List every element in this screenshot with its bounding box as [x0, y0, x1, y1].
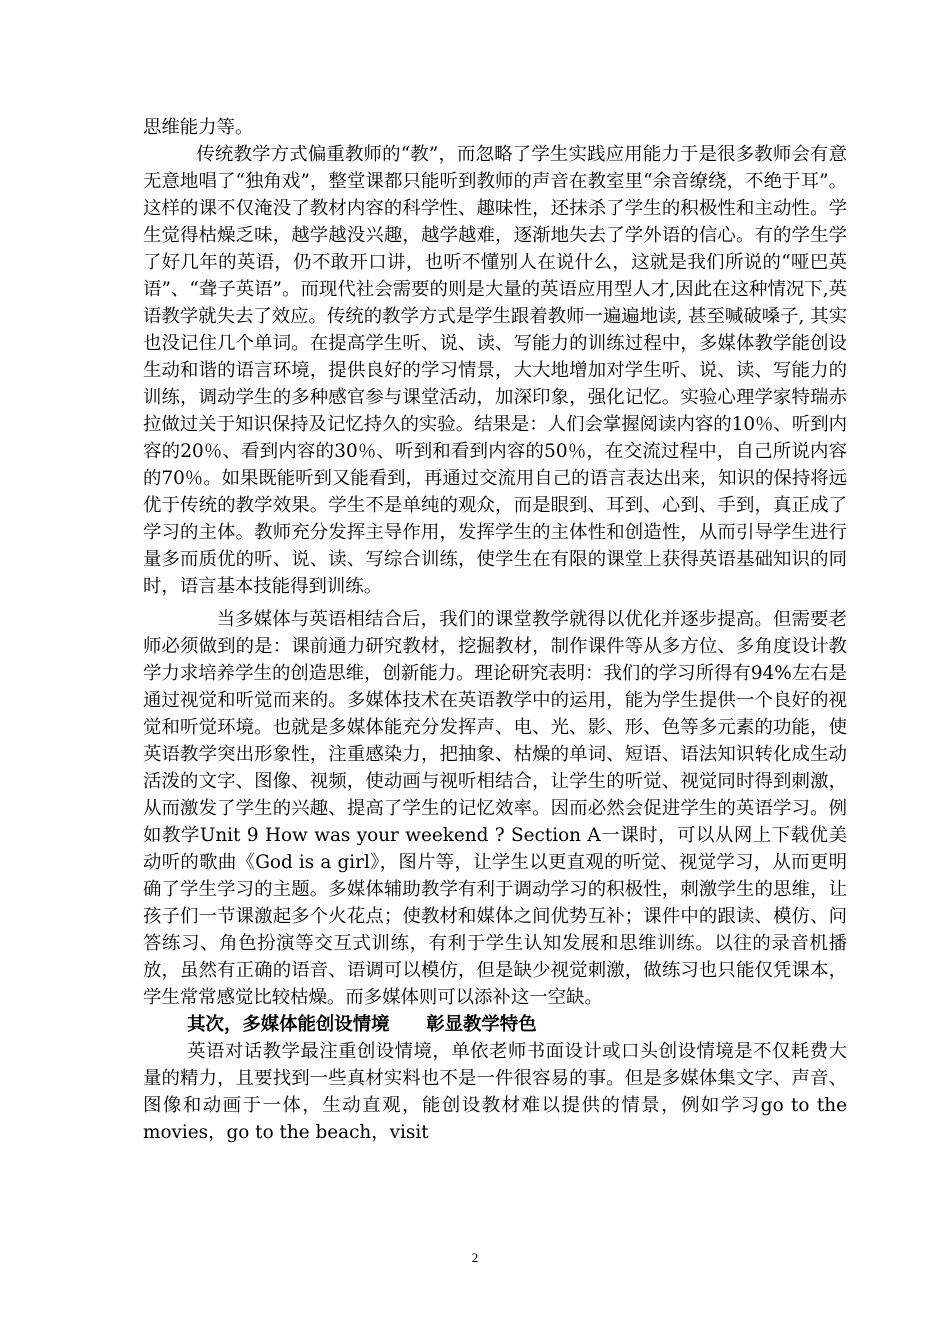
page-number: 2 — [471, 1250, 479, 1265]
body-text — [143, 114, 847, 1146]
paragraph-continuation: 思维能力等。 — [143, 117, 254, 138]
paragraph-multimedia-english: 当多媒体与英语相结合后，我们的课堂教学就得以优化并逐步提高。但需要老师必须做到的是：课前通力研究教材，挖掘教材，制作课件等从多方位、多角度设计教学力求培养学生的创造思维，创新能力。理论研究表明：我们的学习所得有94%左右是通过视觉和听觉而来的。多媒体技术在英语教学中的运用，能为学生提供一个良好的视觉和听觉环境。也就是多媒体能充分发挥声、电、光、影、形、色等多元素的功能，使英语教学突出形象性，注重感染力，把抽象、枯燥的单词、短语、语法知识转化成生动活泼的文字、图像、视频，使动画与视听相结合，让学生的听觉、视觉同时得到刺激，从而激发了学生的兴趣、提高了学生的记忆效率。因而必然会促进学生的英语学习。例如教学Unit 9 How was your weekend ? Section A一课时，可以从网上下载优美动听的歌曲《God is a girl》，图片等，让学生以更直观的听觉、视觉学习，从而更明确了学生学习的主题。多媒体辅助教学有利于调动学习的积极性，刺激学生的思维，让孩子们一节课激起多个火花点；使教材和媒体之间优势互补；课件中的跟读、模仿、问答练习、角色扮演等交互式训练，有利于学生认知发展和思维训练。以往的录音机播放，虽然有正确的语音、语调可以模仿，但是缺少视觉刺激，做练习也只能仅凭课本，学生常常感觉比较枯燥。而多媒体则可以添补这一空缺。 — [143, 609, 847, 1008]
paragraph-situational-teaching: 英语对话教学最注重创设情境，单依老师书面设计或口头创设情境是不仅耗费大量的精力，且要找到一些真材实料也不是一件很容易的事。但是多媒体集文字、声音、图像和动画于一体，生动直观，能创设教材难以提供的情景，例如学习go to the movies，go to the beach，visit — [143, 1041, 847, 1143]
paragraph-traditional-teaching: 传统教学方式偏重教师的“教”，而忽略了学生实践应用能力于是很多教师会有意无意地唱了“独角戏”，整堂课都只能听到教师的声音在教室里“余音缭绕，不绝于耳”。这样的课不仅淹没了教材内容的科学性、趣味性，还抹杀了学生的积极性和主动性。学生觉得枯燥乏味，越学越没兴趣，越学越难，逐渐地失去了学外语的信心。有的学生学了好几年的英语，仍不敢开口讲，也听不懂别人在说什么，这就是我们所说的“哑巴英语”、“聋子英语”。而现代社会需要的则是大量的英语应用型人才,因此在这种情况下,英语教学就失去了效应。传统的教学方式是学生跟着教师一遍遍地读, 甚至喊破嗓子, 其实也没记住几个单词。在提高学生听、说、读、写能力的训练过程中，多媒体教学能创设生动和谐的语言环境，提供良好的学习情景，大大地增加对学生听、说、读、写能力的训练，调动学生的多种感官参与课堂活动，加深印象，强化记忆。实验心理学家特瑞赤拉做过关于知识保持及记忆持久的实验。结果是：人们会掌握阅读内容的10％、听到内容的20％、看到内容的30％、听到和看到内容的50％，在交流过程中，自己所说内容的70％。如果既能听到又能看到，再通过交流用自己的语言表达出来，知识的保持将远优于传统的教学效果。学生不是单纯的观众，而是眼到、耳到、心到、手到，真正成了学习的主体。教师充分发挥主导作用，发挥学生的主体性和创造性，从而引导学生进行量多而质优的听、说、读、写综合训练，使学生在有限的课堂上获得英语基础知识的同时，语言基本技能得到训练。 — [143, 144, 847, 597]
section-heading: 其次，多媒体能创设情境 彰显教学特色 — [187, 1014, 537, 1035]
